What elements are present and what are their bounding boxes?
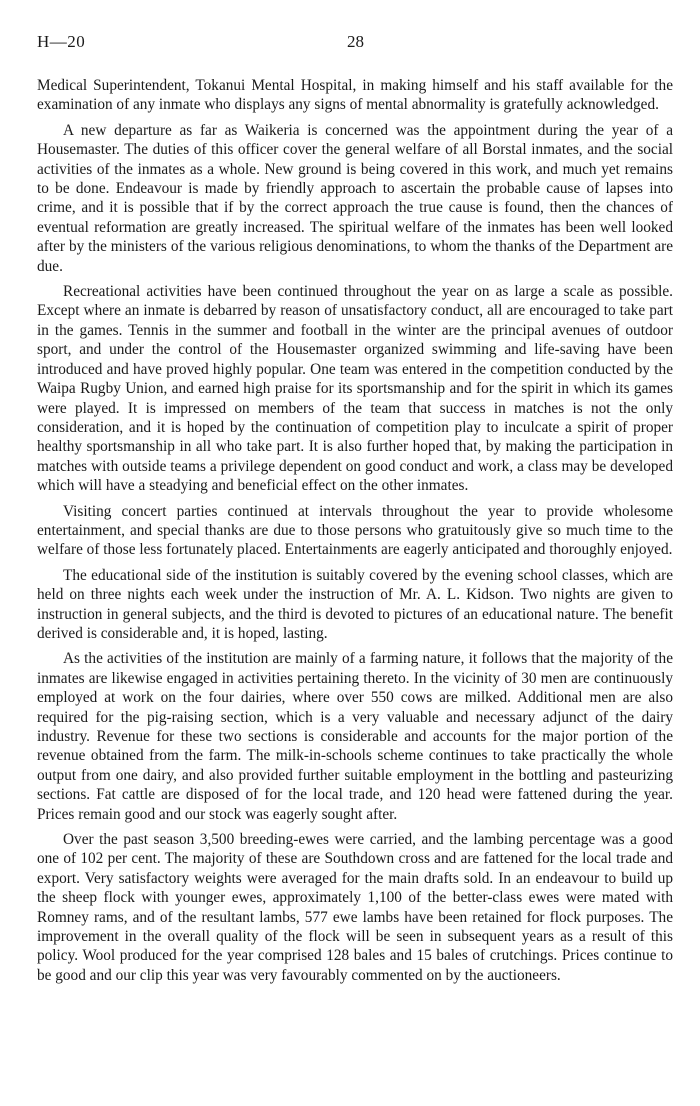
paragraph-farming: As the activities of the institution are mainly of a farming nature, it follows that the majority of the inmates are likewise engaged in activities pertaining thereto. In the vicinity of 30 men are continuously employed at work on the four dairies, where over 550 cows are milked. Additional men are also required for the pig-raising section, which is a very valuable and necessary adjunct of the dairy industry. Revenue for these two sections is considerable and accounts for the major portion of the revenue obtained from the farm. The milk-in-schools scheme continues to take practically the whole output from one dairy, and also provided further suitable employment in the bottling and pasteurizing sections. Fat cattle are disposed of for the local trade, and 120 head were fattened during the year. Prices remain good and our stock was eagerly sought after. (37, 650, 673, 823)
paragraph-education: The educational side of the institution is suitably covered by the evening school classes, which are held on three nights each week under the instruction of Mr. A. L. Kidson. Two nights are given to instruction in general subjects, and the third is devoted to pictures of an educational nature. The benefit derived is considerable and, it is hoped, lasting. (37, 566, 673, 642)
paragraph-continued: Medical Superintendent, Tokanui Mental Hospital, in making himself and his staff available for the examination of any inmate who displays any signs of mental abnormality is gratefully acknowledged. (37, 77, 673, 114)
paragraph-housemaster: A new departure as far as Waikeria is concerned was the appointment during the year of a Housemaster. The duties of this officer cover the general welfare of all Borstal inmates, and the social activities of the inmates as a whole. New ground is being covered in this work, and much yet remains to be done. Endeavour is made by friendly approach to ascertain the probable cause of lapses into crime, and it is possible that if by the correct approach the true cause is found, then the chances of eventual reformation are greatly increased. The spiritual welfare of the inmates has been well looked after by the ministers of the various religious denominations, to whom the thanks of the Department are due. (37, 121, 673, 275)
page-header (37, 32, 673, 58)
paragraph-recreation: Recreational activities have been continued throughout the year on as large a scale as possible. Except where an inmate is debarred by reason of unsatisfactory conduct, all are encouraged to take part in the games. Tennis in the summer and football in the winter are the principal avenues of outdoor sport, and under the control of the Housemaster organized swimming and life-saving have been introduced and have proved highly popular. One team was entered in the competition conducted by the Waipa Rugby Union, and earned high praise for its sportsmanship and for the spirit in which its games were played. It is impressed on members of the team that success in matches is not the only consideration, and it is hoped by the continuation of competition play to inculcate a spirit of proper healthy sportsmanship in all who take part. It is also further hoped that, by making the participation in matches with outside teams a privilege dependent on good conduct and work, a class may be developed which will have a steadying and beneficial effect on the other inmates. (37, 283, 673, 495)
page-number: 28 (347, 32, 364, 51)
paragraph-concert-parties: Visiting concert parties continued at intervals throughout the year to provide wholesome entertainment, and special thanks are due to those persons who gratuitously give so much time to the welfare of those less fortunately placed. Entertainments are eagerly anticipated and thoroughly enjoyed. (37, 502, 673, 559)
paragraph-sheep-flock: Over the past season 3,500 breeding-ewes were carried, and the lambing percentage was a good one of 102 per cent. The majority of these are Southdown cross and are fattened for the local trade and export. Very satisfactory weights were averaged for the main drafts sold. In an endeavour to build up the sheep flock with younger ewes, approximately 1,100 of the better-class ewes were mated with Romney rams, and of the resultant lambs, 577 ewe lambs have been retained for flock purposes. The improvement in the overall quality of the flock will be seen in subsequent years as a result of this policy. Wool produced for the year comprised 128 bales and 15 bales of crutchings. Prices continue to be good and our clip this year was very favourably commented on by the auctioneers. (37, 831, 673, 984)
document-reference: H—20 (37, 32, 86, 51)
document-page (37, 32, 673, 991)
page-body (37, 76, 673, 985)
